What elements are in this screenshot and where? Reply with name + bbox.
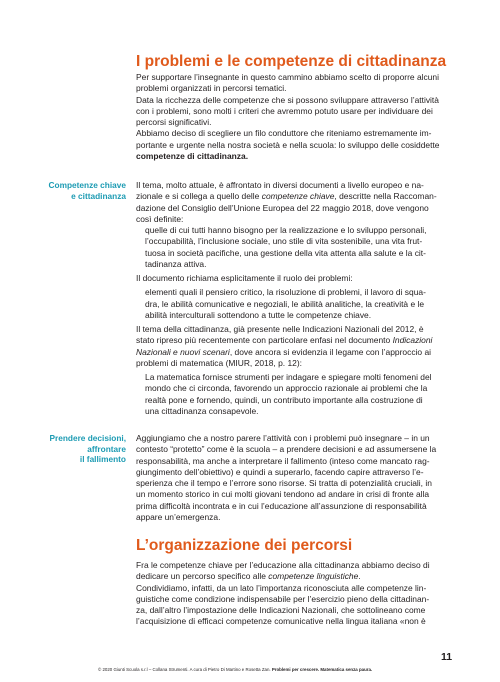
text-line: dazione del Consiglio dell’Unione Europea del 22 maggio 2018, dove vengono [136, 202, 429, 213]
quote-line: quelle di cui tutti hanno bisogno per la realizzazione e lo sviluppo personali, [145, 225, 427, 235]
quote-line: realtà pone e fornendo, quindi, un contributo importante alla costruzione di [145, 394, 423, 405]
text-line: za, dall’altro l’impostazione delle Indicazioni Nazionali, che sottolineano come [136, 605, 426, 615]
text-line: problemi di matematica (MIUR, 2018, p. 12): [136, 357, 303, 368]
section-organizzazione [136, 560, 466, 628]
text-line [136, 347, 466, 358]
text-span-italic: Nazionali e nuovi scenari [136, 346, 230, 357]
quote-line: l’occupabilità, l’inclusione sociale, uno stile di vita sostenibile, una vita frut- [145, 236, 423, 247]
margin-note-line: Competenze chiave [48, 180, 126, 190]
text-line: responsabilità, ma anche a interpretare il fallimento (inteso come mancato rag- [136, 455, 430, 466]
text-line: Condividiamo, infatti, da un lato l’importanza riconosciuta alle competenze lin- [136, 582, 427, 593]
page-number: 11 [441, 651, 453, 663]
text-span-italic: competenze linguistiche [268, 571, 359, 582]
text-span: dedicare un percorso specifico alle [136, 571, 269, 582]
text-line: Per supportare l’insegnante in questo cammino abbiamo scelto di proporre alcuni [136, 72, 439, 82]
quote-line: elementi quali il pensiero critico, la risoluzione di problemi, il lavoro di squa- [145, 287, 426, 298]
margin-note-competenze-chiave [20, 180, 126, 201]
text-line: appare un’emergenza. [136, 511, 221, 522]
text-line: così definite: [136, 213, 184, 224]
text-line: percorsi significativi. [136, 117, 212, 127]
text-span: . [358, 571, 361, 582]
section-heading-organizzazione: L’organizzazione dei percorsi [136, 537, 353, 554]
section-heading-competenze: I problemi e le competenze di cittadinanza [136, 53, 447, 70]
text-line [136, 571, 466, 582]
margin-note-line: e cittadinanza [71, 190, 126, 201]
margin-note-line: il fallimento [79, 454, 126, 465]
text-span: , descritte nella Raccoman- [334, 191, 437, 202]
text-line: Il tema, molto attuale, è affrontato in diversi documenti a livello europeo e na- [136, 180, 424, 190]
text-line: Il tema della cittadinanza, già presente nelle Indicazioni Nazionali del 2012, è [136, 324, 424, 334]
intro-paragraph [136, 72, 466, 162]
text-line: Aggiungiamo che a nostro parere l’attività con i problemi può insegnare – in un [136, 433, 430, 443]
footer-book-title: Problemi per crescere. Matematica senza paura. [271, 667, 373, 672]
text-line [136, 191, 466, 202]
text-line: guistiche come condizione indispensabile per l’esercizio pieno della cittadinan- [136, 593, 430, 604]
text-line: un momento storico in cui molti giovani tendono ad andare in crisi di fronte alla [136, 489, 430, 500]
text-line: Data la ricchezza delle competenze che si possono sviluppare attraverso l’attività [136, 94, 439, 105]
text-line [136, 335, 466, 346]
text-line: giungimento dell’obiettivo) e quindi a superarlo, facendo capire attraverso l’e- [136, 466, 424, 477]
text-line: prima difficoltà incontrata e in cui l’educazione all’assunzione di responsabilità [136, 500, 427, 511]
quote-line: tuosa in società pacifiche, una gestione della vita attenta alla salute e la cit- [145, 247, 426, 258]
quote-line: La matematica fornisce strumenti per indagare e spiegare molti fenomeni del [145, 372, 432, 382]
text-span: , dove ancora si evidenzia il legame con l’approccio ai [229, 346, 432, 357]
footer-credits: © 2020 Giunti Scuola s.r.l – Collana Strumenti. A cura di Pietro Di Martino e Rosetta Zan. [98, 667, 272, 672]
quote-line: mondo che ci circonda, favorendo un approccio razionale ai problemi che la [145, 383, 428, 394]
text-span-italic: Indicazioni [392, 335, 433, 346]
quote-line: abilità interculturali sottendono a tutte le competenze chiave. [145, 309, 372, 320]
text-line: l’acquisizione di efficaci competenze comunicative nella lingua italiana «non è [136, 616, 426, 627]
text-line: Fra le competenze chiave per l’educazione alla cittadinanza abbiamo deciso di [136, 560, 430, 570]
margin-note-line: Prendere decisioni, [49, 433, 126, 443]
text-line: portante e urgente nella nostra società e nella scuola: lo sviluppo delle cosiddette [136, 139, 440, 150]
quote-line: una cittadinanza consapevole. [145, 405, 259, 416]
margin-note-prendere-decisioni [20, 433, 126, 465]
quote-line: tadinanza attiva. [145, 258, 207, 269]
page-footer [98, 667, 372, 672]
text-line: problemi organizzati in percorsi tematici. [136, 83, 287, 94]
quotation-problems [136, 287, 466, 321]
section-prendere-decisioni [136, 433, 466, 523]
text-line: sperienza che il tempo e l’errore sono risorse. Si tratta di potenzialità cruciali, in [136, 478, 432, 488]
text-span-italic: competenze chiave [261, 191, 335, 202]
text-line-bold: competenze di cittadinanza. [136, 150, 249, 161]
margin-note-line: affrontare [87, 443, 126, 454]
quotation-definition [136, 225, 466, 270]
text-span: stato ripreso più recentemente con particolare enfasi nel documento [136, 335, 393, 346]
quotation-mathematics [136, 372, 466, 417]
section-competenze-chiave [136, 180, 466, 417]
text-span: zionale e si collega a quello delle [136, 191, 262, 202]
quote-line: dra, le abilità comunicative e negoziali, le abilità analitiche, la creatività e le [145, 298, 425, 309]
text-line: Il documento richiama esplicitamente il ruolo dei problemi: [136, 273, 353, 283]
text-line: Abbiamo deciso di scegliere un filo conduttore che riteniamo estremamente im- [136, 128, 432, 139]
text-line: contesto “protetto” come è la scuola – a prendere decisioni e ad assumersene la [136, 444, 437, 455]
text-line: con i problemi, sono molti i criteri che avremmo potuto usare per individuare dei [136, 105, 433, 116]
